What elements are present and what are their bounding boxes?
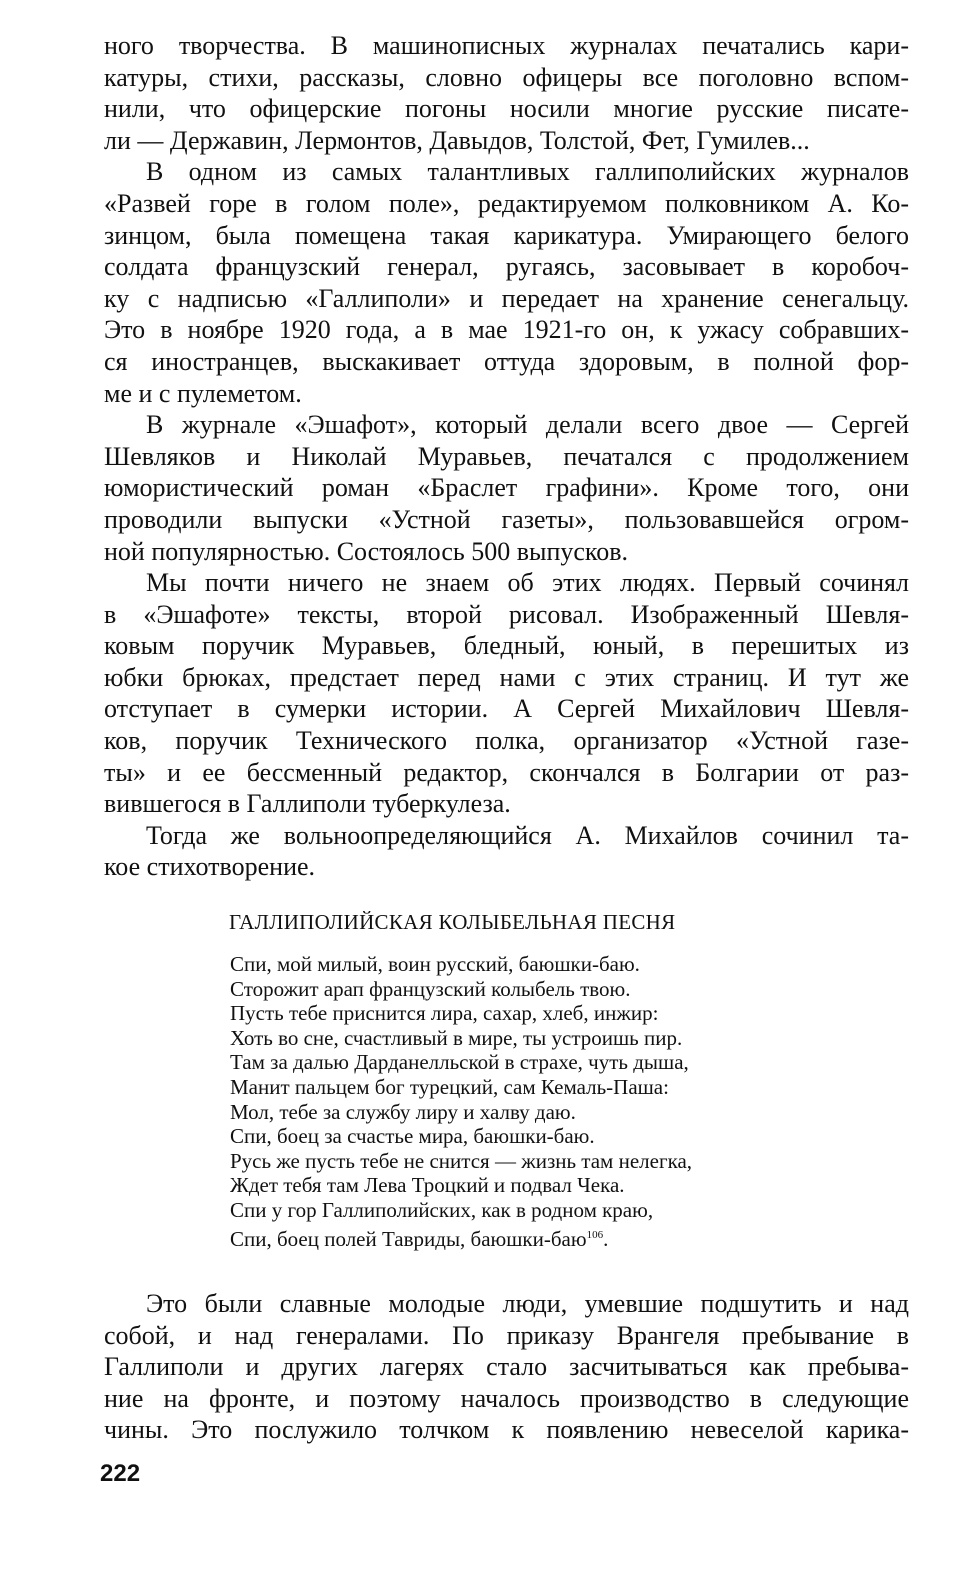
text-line: ся иностранцев, выскакивает оттуда здоровым, в полной фор- [104, 346, 909, 376]
poem-line-text: Спи у гор Галлиполийских, как в родном краю, [230, 1197, 654, 1222]
poem-line-text: Хоть во сне, счастливый в мире, ты устроишь пир. [230, 1025, 683, 1050]
text-line: Шевляков и Николай Муравьев, печатался с продолжением [104, 441, 909, 471]
text-line: нили, что офицерские погоны носили многие русские писате- [104, 94, 909, 124]
text-line: ли — Державин, Лермонтов, Давыдов, Толстой, Фет, Гумилев... [104, 125, 810, 155]
text-line: солдата французский генерал, ругаясь, засовывает в коробоч- [104, 252, 909, 282]
body-text-bottom [104, 1288, 909, 1446]
poem-line [230, 1124, 692, 1149]
poem-line [230, 1050, 692, 1075]
poem-line-text: Спи, мой милый, воин русский, баюшки-баю. [230, 952, 640, 976]
poem-line-text: Пусть тебе приснится лира, сахар, хлеб, инжир: [230, 1001, 659, 1026]
poem-line [230, 1026, 692, 1051]
text-line: «Развей горе в голом поле», редактируемом полковником А. Ко- [104, 188, 909, 218]
poem-line-text: Мол, тебе за службу лиру и халву даю. [230, 1099, 576, 1124]
poem-line [230, 1100, 692, 1125]
text-line: ной популярностью. Состоялось 500 выпусков. [104, 536, 629, 566]
text-line: Это были славные молодые люди, умевшие подшутить и над [146, 1289, 909, 1318]
text-line: Тогда же вольноопределяющийся А. Михайлов сочинил та- [146, 820, 909, 850]
text-line: отступает в сумерки истории. А Сергей Михайлович Шевля- [104, 694, 909, 724]
text-line: ковым поручик Муравьев, бледный, юный, в перешитых из [104, 631, 909, 661]
text-line: ков, поручик Технического полка, организатор «Устной газе- [104, 726, 909, 756]
punctuation: . [603, 1226, 609, 1251]
text-line: Галлиполи и других лагерях стало засчитываться как пребыва- [104, 1352, 909, 1382]
poem-line-text: Манит пальцем бог турецкий, сам Кемаль-Паша: [230, 1074, 669, 1099]
text-line: ме и с пулеметом. [104, 378, 302, 408]
poem-line [230, 977, 692, 1002]
text-line: зинцом, была помещена такая карикатура. Умирающего белого [104, 220, 909, 250]
text-line: В одном из самых талантливых галлиполийских журналов [146, 157, 909, 187]
text-line: в «Эшафоте» тексты, второй рисовал. Изображенный Шевля- [104, 599, 909, 629]
text-line: ку с надписью «Галлиполи» и передает на хранение сенегальцу. [104, 283, 909, 313]
poem-line-text: Ждет тебя там Лева Троцкий и подвал Чека. [230, 1173, 625, 1198]
page-number: 222 [100, 1460, 141, 1487]
text-line: юмористический роман «Браслет графини». Кроме того, они [104, 473, 909, 503]
text-line: юбки брюках, предстает перед нами с этих страниц. И тут же [104, 662, 909, 692]
poem-line-text: Сторожит арап французский колыбель твою. [230, 976, 631, 1001]
poem-title: ГАЛЛИПОЛИЙСКАЯ КОЛЫБЕЛЬНАЯ ПЕСНЯ [229, 910, 676, 934]
text-line: ты» и ее бессменный редактор, скончался в Болгарии от раз- [104, 757, 909, 787]
poem-line [230, 952, 692, 977]
text-line: Мы почти ничего не знаем об этих людях. Первый сочинял [146, 568, 909, 598]
text-line: чины. Это послужило толчком к появлению невеселой карика- [104, 1415, 909, 1445]
poem-line [230, 1223, 692, 1252]
text-line: вившегося в Галлиполи туберкулеза. [104, 789, 511, 819]
poem-line [230, 1001, 692, 1026]
poem-line-text: Спи, боец полей Тавриды, баюшки-баю [230, 1226, 587, 1251]
text-line: катуры, стихи, рассказы, словно офицеры все поголовно вспом- [104, 62, 909, 92]
text-line: кое стихотворение. [104, 852, 316, 882]
poem-line [230, 1075, 692, 1100]
text-line: Это в ноябре 1920 года, а в мае 1921-го он, к ужасу собравших- [104, 315, 909, 345]
text-line: ние на фронте, и поэтому началось производство в следующие [104, 1383, 909, 1413]
text-line: ного творчества. В машинописных журналах печатались кари- [104, 31, 909, 60]
poem-line [230, 1149, 692, 1174]
poem [230, 952, 692, 1251]
poem-line [230, 1173, 692, 1198]
text-line: собой, и над генералами. По приказу Врангеля пребывание в [104, 1320, 909, 1350]
text-line: проводили выпуски «Устной газеты», пользовавшейся огром- [104, 504, 909, 534]
poem-line [230, 1198, 692, 1223]
footnote-marker: 106 [586, 1228, 604, 1241]
poem-line-text: Там за далью Дарданелльской в страхе, чуть дыша, [230, 1050, 689, 1075]
poem-line-text: Русь же пусть тебе не снится — жизнь там нелегка, [230, 1148, 693, 1173]
text-line: В журнале «Эшафот», который делали всего двое — Сергей [146, 410, 909, 440]
poem-line-text: Спи, боец за счастье мира, баюшки-баю. [230, 1124, 595, 1149]
body-text-top [104, 30, 909, 883]
